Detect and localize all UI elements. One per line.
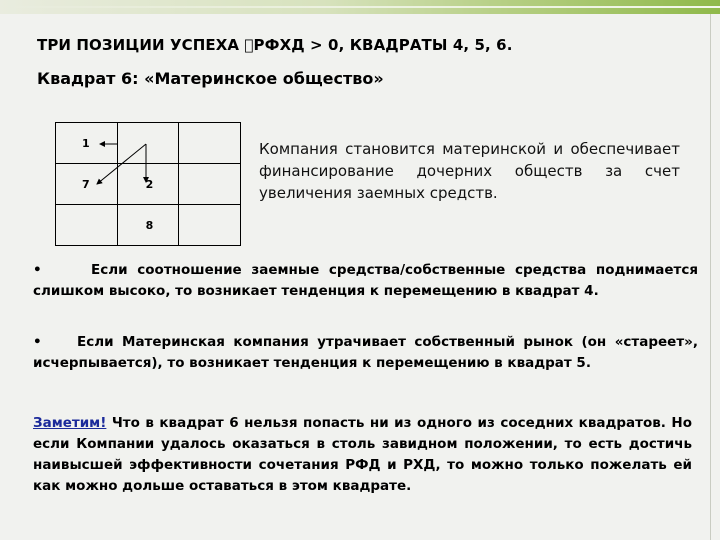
note-label: Заметим! [33,415,107,431]
grid-label-8: 8 [145,219,154,232]
side-description: Компания становится материнской и обеспечивает финансирование дочерних обществ за счет увеличения заемных средств. [259,140,680,202]
bullet-item [33,332,698,374]
arrow-to-7 [97,144,146,184]
grid-label-2: 2 [145,178,154,191]
quadrant-grid [55,122,241,242]
bullet-text: Если Материнская компания утрачивает собственный рынок (он «стареет», исчерпывается), то возникает тенденция к перемещению в квадрат 5. [33,334,698,371]
grid-label-1: 1 [82,137,90,150]
bullet-marker: • [33,262,42,278]
grid-label-7: 7 [82,178,90,191]
slide-title: ТРИ ПОЗИЦИИ УСПЕХА РФХД > 0, КВАДРАТЫ 4, 5, 6. [37,36,504,54]
bullet-text: Если соотношение заемные средства/собственные средства поднимается слишком высоко, то возникает тенденция к перемещению в квадрат 4. [33,262,698,299]
slide-subtitle: Квадрат 6: «Материнское общество» [37,69,384,88]
bullet-marker: • [33,334,42,350]
bullet-item [33,260,698,302]
note-paragraph [33,413,692,497]
note-text: Что в квадрат 6 нельзя попасть ни из одного из соседних квадратов. Но если Компании удалось оказаться в столь завидном положении, то есть достичь наивысшей эффективности сочетания РФД и РХД, то можно только пожелать ей как можно дольше оставаться в этом квадрате. [33,415,692,494]
grid-arrows [55,122,241,242]
right-border-line [710,14,711,540]
header-band [0,0,720,14]
header-band-stripe [0,6,720,8]
